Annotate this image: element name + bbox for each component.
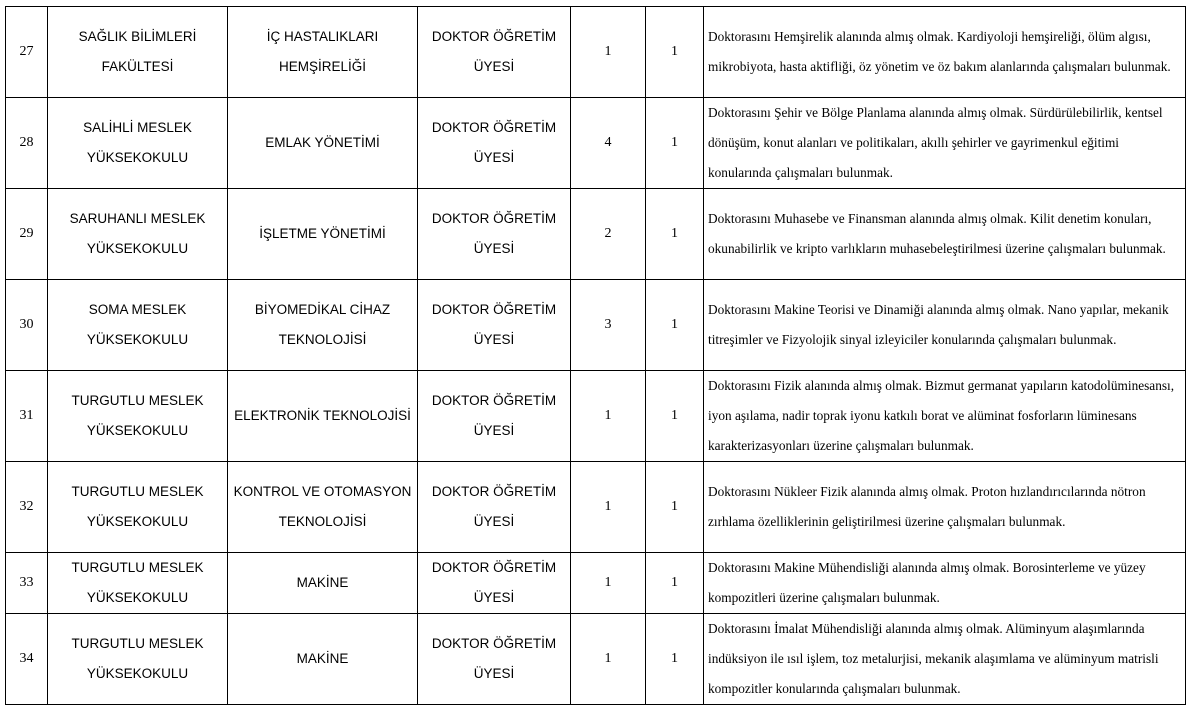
row-number: 32: [6, 462, 48, 553]
department-cell: İÇ HASTALIKLARI HEMŞİRELİĞİ: [228, 7, 418, 98]
faculty-cell: SALİHLİ MESLEK YÜKSEKOKULU: [48, 98, 228, 189]
row-number: 31: [6, 371, 48, 462]
requirement-cell: Doktorasını Şehir ve Bölge Planlama alanında almış olmak. Sürdürülebilirlik, kentsel dönüşüm, konut alanları ve politikaları, akıllı şehirler ve gayrimenkul eğitimi konularında çalışmaları bulunmak.: [704, 98, 1186, 189]
row-number: 29: [6, 189, 48, 280]
title-cell: DOKTOR ÖĞRETİM ÜYESİ: [418, 614, 571, 705]
requirement-cell: Doktorasını Muhasebe ve Finansman alanında almış olmak. Kilit denetim konuları, okunabilirlik ve kripto varlıkların muhasebeleştirilmesi üzerine çalışmaları bulunmak.: [704, 189, 1186, 280]
title-cell: DOKTOR ÖĞRETİM ÜYESİ: [418, 7, 571, 98]
degree-cell: 1: [571, 371, 646, 462]
faculty-cell: TURGUTLU MESLEK YÜKSEKOKULU: [48, 614, 228, 705]
degree-cell: 1: [571, 614, 646, 705]
department-cell: KONTROL VE OTOMASYON TEKNOLOJİSİ: [228, 462, 418, 553]
degree-cell: 1: [571, 7, 646, 98]
title-cell: DOKTOR ÖĞRETİM ÜYESİ: [418, 280, 571, 371]
table-row: [6, 553, 1186, 614]
department-cell: BİYOMEDİKAL CİHAZ TEKNOLOJİSİ: [228, 280, 418, 371]
title-cell: DOKTOR ÖĞRETİM ÜYESİ: [418, 189, 571, 280]
table-row: [6, 7, 1186, 98]
table-row: [6, 189, 1186, 280]
faculty-cell: TURGUTLU MESLEK YÜKSEKOKULU: [48, 462, 228, 553]
table-row: [6, 614, 1186, 705]
faculty-cell: SAĞLIK BİLİMLERİ FAKÜLTESİ: [48, 7, 228, 98]
row-number: 28: [6, 98, 48, 189]
degree-cell: 1: [571, 553, 646, 614]
title-cell: DOKTOR ÖĞRETİM ÜYESİ: [418, 371, 571, 462]
position-table: [5, 6, 1186, 705]
department-cell: MAKİNE: [228, 553, 418, 614]
title-cell: DOKTOR ÖĞRETİM ÜYESİ: [418, 553, 571, 614]
department-cell: İŞLETME YÖNETİMİ: [228, 189, 418, 280]
title-cell: DOKTOR ÖĞRETİM ÜYESİ: [418, 98, 571, 189]
department-cell: ELEKTRONİK TEKNOLOJİSİ: [228, 371, 418, 462]
row-number: 27: [6, 7, 48, 98]
degree-cell: 3: [571, 280, 646, 371]
faculty-cell: TURGUTLU MESLEK YÜKSEKOKULU: [48, 371, 228, 462]
table-row: [6, 280, 1186, 371]
faculty-cell: SOMA MESLEK YÜKSEKOKULU: [48, 280, 228, 371]
department-cell: EMLAK YÖNETİMİ: [228, 98, 418, 189]
requirement-cell: Doktorasını İmalat Mühendisliği alanında almış olmak. Alüminyum alaşımlarında indüksiyon ile ısıl işlem, toz metalurjisi, mekanik alaşımlama ve alüminyum matrisli kompozitler konularında çalışmaları bulunmak.: [704, 614, 1186, 705]
count-cell: 1: [646, 280, 704, 371]
row-number: 33: [6, 553, 48, 614]
requirement-cell: Doktorasını Makine Teorisi ve Dinamiği alanında almış olmak. Nano yapılar, mekanik titreşimler ve Fizyolojik sinyal izleyiciler konularında çalışmaları bulunmak.: [704, 280, 1186, 371]
count-cell: 1: [646, 7, 704, 98]
count-cell: 1: [646, 371, 704, 462]
requirement-cell: Doktorasını Fizik alanında almış olmak. Bizmut germanat yapıların katodolüminesansı, iyon aşılama, nadir toprak iyonu katkılı borat ve alüminat fosforların lüminesans karakterizasyonları üzerine çalışmaları bulunmak.: [704, 371, 1186, 462]
title-cell: DOKTOR ÖĞRETİM ÜYESİ: [418, 462, 571, 553]
count-cell: 1: [646, 614, 704, 705]
row-number: 34: [6, 614, 48, 705]
table-row: [6, 371, 1186, 462]
degree-cell: 4: [571, 98, 646, 189]
degree-cell: 2: [571, 189, 646, 280]
department-cell: MAKİNE: [228, 614, 418, 705]
count-cell: 1: [646, 462, 704, 553]
faculty-cell: SARUHANLI MESLEK YÜKSEKOKULU: [48, 189, 228, 280]
table-row: [6, 98, 1186, 189]
degree-cell: 1: [571, 462, 646, 553]
requirement-cell: Doktorasını Makine Mühendisliği alanında almış olmak. Borosinterleme ve yüzey kompozitleri üzerine çalışmaları bulunmak.: [704, 553, 1186, 614]
requirement-cell: Doktorasını Hemşirelik alanında almış olmak. Kardiyoloji hemşireliği, ölüm algısı, mikrobiyota, hasta aktifliği, öz yönetim ve öz bakım alanlarında çalışmaları bulunmak.: [704, 7, 1186, 98]
count-cell: 1: [646, 553, 704, 614]
table-row: [6, 462, 1186, 553]
count-cell: 1: [646, 189, 704, 280]
faculty-cell: TURGUTLU MESLEK YÜKSEKOKULU: [48, 553, 228, 614]
count-cell: 1: [646, 98, 704, 189]
requirement-cell: Doktorasını Nükleer Fizik alanında almış olmak. Proton hızlandırıcılarında nötron zırhlama özelliklerinin geliştirilmesi üzerine çalışmaları bulunmak.: [704, 462, 1186, 553]
row-number: 30: [6, 280, 48, 371]
